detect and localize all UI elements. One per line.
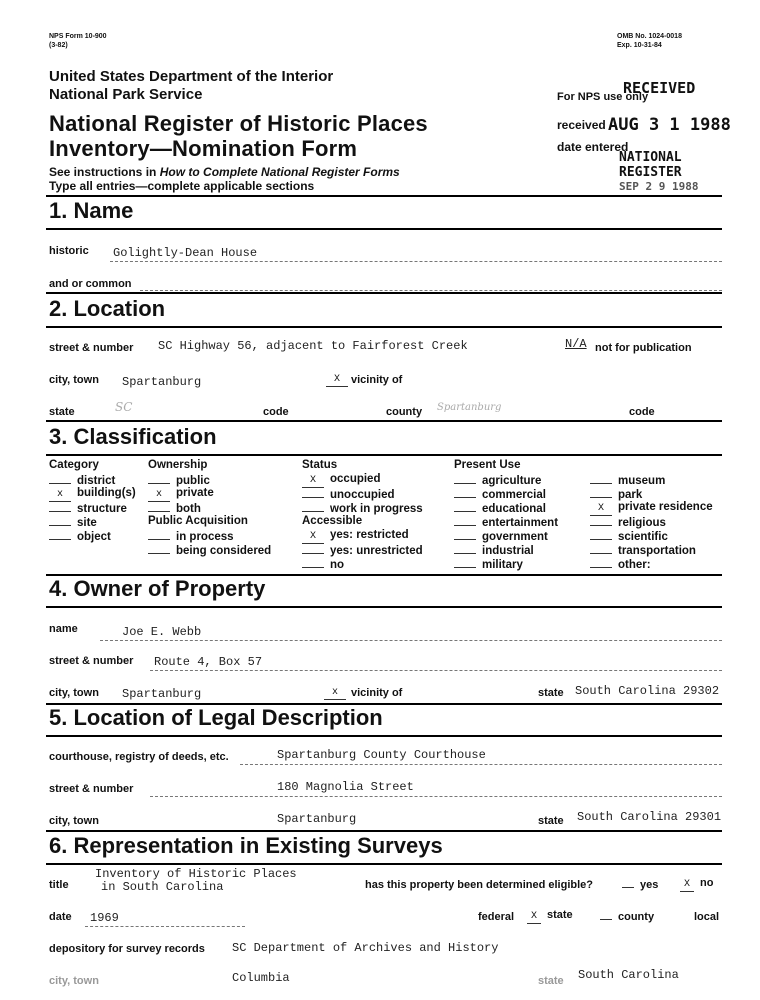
federal-label: federal xyxy=(478,911,515,923)
eligible-yes-checkbox[interactable]: yes xyxy=(622,877,658,891)
department: United States Department of the Interior xyxy=(49,68,334,85)
category-buildings[interactable]: x building(s) xyxy=(49,487,136,502)
use-private-residence[interactable]: X private residence xyxy=(590,501,713,516)
owner-street-line xyxy=(150,670,722,671)
rule xyxy=(46,606,722,608)
use-transportation[interactable]: transportation xyxy=(590,543,696,557)
form-title-line1: National Register of Historic Places xyxy=(49,111,428,136)
section-2-header: 2. Location xyxy=(49,296,166,321)
form-revision: (3-82) xyxy=(49,42,68,49)
category-district[interactable]: district xyxy=(49,473,115,487)
present-use-title: Present Use xyxy=(454,459,521,471)
code-label-2: code xyxy=(629,406,655,418)
rule xyxy=(46,830,722,832)
survey-city-value[interactable]: Columbia xyxy=(232,971,290,985)
use-scientific[interactable]: scientific xyxy=(590,529,668,543)
section-6-header: 6. Representation in Existing Surveys xyxy=(49,833,443,858)
legal-street-label: street & number xyxy=(49,783,134,795)
owner-city-label: city, town xyxy=(49,687,99,699)
common-line xyxy=(140,290,722,291)
accessible-no[interactable]: no xyxy=(302,557,344,571)
service: National Park Service xyxy=(49,86,203,103)
national-stamp: NATIONAL xyxy=(619,150,682,165)
acquisition-title: Public Acquisition xyxy=(148,515,248,527)
survey-date-label: date xyxy=(49,911,72,923)
legal-state-value[interactable]: South Carolina 29301 xyxy=(577,810,722,824)
state-value[interactable]: SC xyxy=(115,400,133,414)
status-title: Status xyxy=(302,459,338,471)
acquisition-in-process[interactable]: in process xyxy=(148,529,234,543)
county-level-checkbox[interactable]: county xyxy=(600,909,654,923)
state-label: state xyxy=(49,406,75,418)
section-3-header: 3. Classification xyxy=(49,424,217,449)
legal-city-value[interactable]: Spartanburg xyxy=(277,812,357,826)
owner-street-label: street & number xyxy=(49,655,134,667)
use-government[interactable]: government xyxy=(454,529,548,543)
owner-vicinity-label: vicinity of xyxy=(351,687,403,699)
register-stamp: REGISTER xyxy=(619,165,682,180)
eligible-label: has this property been determined eligible? xyxy=(365,879,593,891)
owner-name-line xyxy=(100,640,722,641)
survey-date-value[interactable]: 1969 xyxy=(90,911,119,925)
date-entered-label: date entered xyxy=(557,140,629,154)
survey-date-line xyxy=(85,926,245,927)
survey-title-line1[interactable]: Inventory of Historic Places xyxy=(95,867,297,881)
received-label: received xyxy=(557,118,606,132)
city-value[interactable]: Spartanburg xyxy=(122,375,202,389)
section-4-header: 4. Owner of Property xyxy=(49,576,266,601)
use-agriculture[interactable]: agriculture xyxy=(454,473,541,487)
received-stamp: RECEIVED xyxy=(623,79,696,97)
city-label: city, town xyxy=(49,374,99,386)
county-label: county xyxy=(386,406,423,418)
courthouse-label: courthouse, registry of deeds, etc. xyxy=(49,751,229,763)
courthouse-line xyxy=(240,764,722,765)
category-site[interactable]: site xyxy=(49,515,97,529)
use-entertainment[interactable]: entertainment xyxy=(454,515,558,529)
rule xyxy=(46,292,722,294)
local-label: local xyxy=(694,911,720,923)
instructions: See instructions in How to Complete National Register Forms xyxy=(49,165,400,179)
rule xyxy=(46,454,722,456)
rule xyxy=(46,326,722,328)
entered-date: SEP 2 9 1988 xyxy=(619,180,699,193)
county-value[interactable]: Spartanburg xyxy=(437,402,502,413)
section-5-header: 5. Location of Legal Description xyxy=(49,705,383,730)
not-for-publication-label: not for publication xyxy=(595,342,692,354)
owner-state-value[interactable]: South Carolina 29302 xyxy=(575,684,720,698)
nps-use-label: For NPS use only xyxy=(557,91,649,103)
accessible-restricted[interactable]: X yes: restricted xyxy=(302,529,409,544)
survey-title-label: title xyxy=(49,879,69,891)
street-value[interactable]: SC Highway 56, adjacent to Fairforest Creek xyxy=(158,339,468,353)
legal-street-value[interactable]: 180 Magnolia Street xyxy=(277,780,414,794)
ownership-title: Ownership xyxy=(148,459,208,471)
rule xyxy=(46,228,722,230)
status-unoccupied[interactable]: unoccupied xyxy=(302,487,395,501)
owner-state-label: state xyxy=(538,687,564,699)
ownership-private[interactable]: x private xyxy=(148,487,214,502)
survey-state-value[interactable]: South Carolina xyxy=(578,968,679,982)
rule xyxy=(46,195,722,197)
use-park[interactable]: park xyxy=(590,487,642,501)
ownership-public[interactable]: public xyxy=(148,473,210,487)
state-level-checkbox[interactable]: X state xyxy=(527,909,573,924)
rule xyxy=(46,863,722,865)
form-number: NPS Form 10-900 xyxy=(49,33,107,40)
courthouse-value[interactable]: Spartanburg County Courthouse xyxy=(277,748,486,762)
received-date: AUG 3 1 1988 xyxy=(608,115,731,135)
use-industrial[interactable]: industrial xyxy=(454,543,534,557)
code-label: code xyxy=(263,406,289,418)
owner-vicinity-checkbox[interactable]: x xyxy=(324,685,352,700)
legal-state-label: state xyxy=(538,815,564,827)
vicinity-label: vicinity of xyxy=(351,374,403,386)
expiration: Exp. 10-31-84 xyxy=(617,42,662,49)
use-commercial[interactable]: commercial xyxy=(454,487,546,501)
use-other[interactable]: other: xyxy=(590,557,651,571)
rule xyxy=(46,420,722,422)
historic-value[interactable]: Golightly-Dean House xyxy=(113,246,258,260)
ownership-both[interactable]: both xyxy=(148,501,201,515)
depository-value[interactable]: SC Department of Archives and History xyxy=(232,941,499,955)
category-structure[interactable]: structure xyxy=(49,501,127,515)
category-object[interactable]: object xyxy=(49,529,111,543)
use-educational[interactable]: educational xyxy=(454,501,546,515)
accessible-title: Accessible xyxy=(302,515,363,527)
rule xyxy=(46,735,722,737)
common-label: and or common xyxy=(49,278,132,290)
instructions-2: Type all entries—complete applicable sections xyxy=(49,179,315,193)
survey-state-label: state xyxy=(538,975,564,987)
legal-city-label: city, town xyxy=(49,815,99,827)
owner-name-value[interactable]: Joe E. Webb xyxy=(122,625,202,639)
legal-street-line xyxy=(150,796,722,797)
owner-city-value[interactable]: Spartanburg xyxy=(122,687,202,701)
vicinity-checkbox[interactable]: X xyxy=(326,372,354,387)
survey-title-line2[interactable]: in South Carolina xyxy=(101,880,224,894)
owner-name-label: name xyxy=(49,623,78,635)
use-religious[interactable]: religious xyxy=(590,515,666,529)
acquisition-being-considered[interactable]: being considered xyxy=(148,543,271,557)
form-title-line2: Inventory—Nomination Form xyxy=(49,136,358,161)
category-title: Category xyxy=(49,459,99,471)
section-1-header: 1. Name xyxy=(49,198,134,223)
survey-city-label: city, town xyxy=(49,975,99,987)
eligible-no-checkbox[interactable]: X no xyxy=(680,877,713,892)
use-museum[interactable]: museum xyxy=(590,473,665,487)
street-label: street & number xyxy=(49,342,134,354)
owner-street-value[interactable]: Route 4, Box 57 xyxy=(154,655,263,669)
historic-line xyxy=(110,261,722,262)
use-military[interactable]: military xyxy=(454,557,523,571)
accessible-unrestricted[interactable]: yes: unrestricted xyxy=(302,543,423,557)
depository-label: depository for survey records xyxy=(49,943,205,955)
status-work-in-progress[interactable]: work in progress xyxy=(302,501,423,515)
historic-label: historic xyxy=(49,245,89,257)
not-for-publication-mark[interactable]: N/A xyxy=(565,337,587,351)
omb-number: OMB No. 1024-0018 xyxy=(617,33,682,40)
status-occupied[interactable]: X occupied xyxy=(302,473,380,488)
